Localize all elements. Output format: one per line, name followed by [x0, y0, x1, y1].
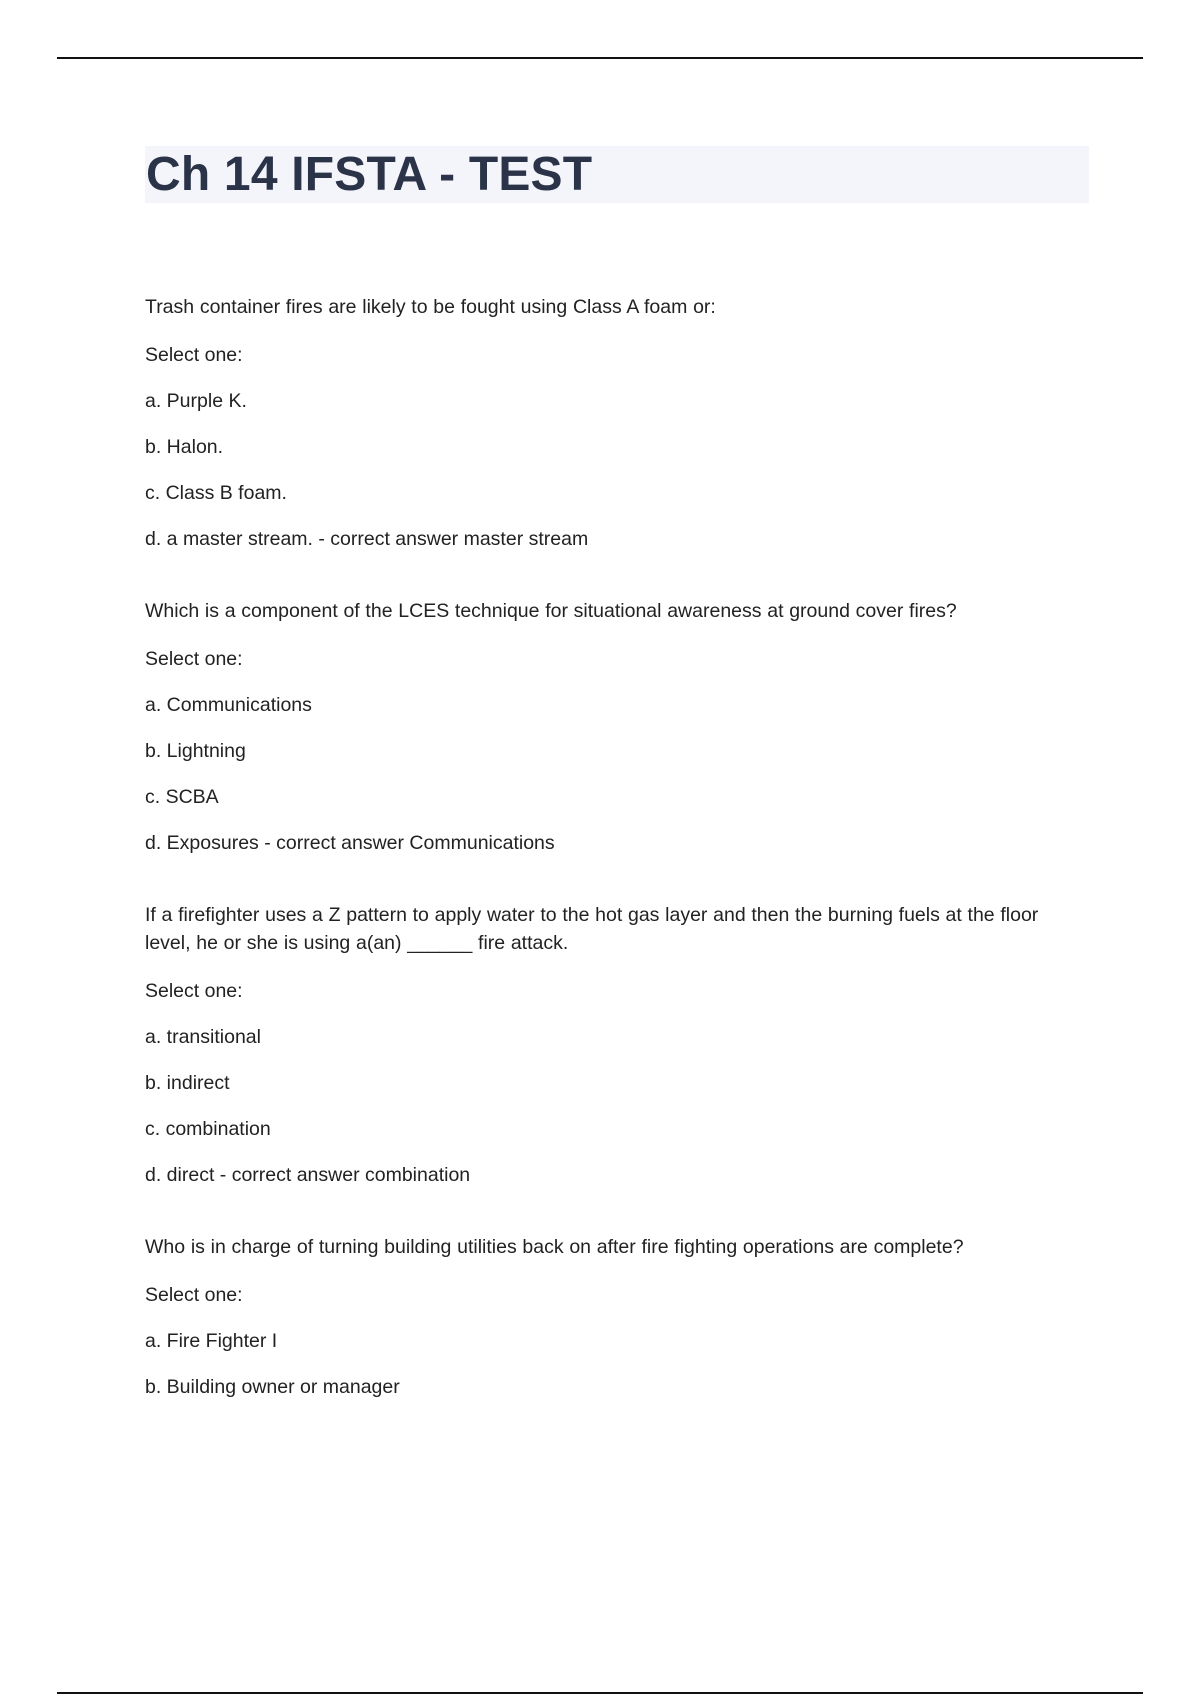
answer-option-b: b. Building owner or manager — [145, 1376, 400, 1398]
question-list — [145, 293, 1089, 1401]
question-stem: Who is in charge of turning building utilities back on after fire fighting operations are complete? — [145, 1236, 964, 1258]
question-stem: Which is a component of the LCES technique for situational awareness at ground cover fires? — [145, 600, 957, 622]
page-title: Ch 14 IFSTA - TEST — [146, 148, 593, 201]
answer-option-d: d. a master stream. - correct answer master stream — [145, 528, 589, 550]
question-3 — [145, 901, 1089, 1189]
header-rule — [57, 57, 1143, 59]
question-4 — [145, 1233, 1089, 1401]
answer-option-b: b. Halon. — [145, 436, 224, 458]
footer-rule — [57, 1692, 1143, 1694]
title-band — [145, 146, 1089, 203]
select-one-prompt: Select one: — [145, 980, 243, 1002]
answer-option-d: d. direct - correct answer combination — [145, 1164, 471, 1186]
answer-option-d: d. Exposures - correct answer Communications — [145, 832, 555, 854]
answer-option-a: a. Purple K. — [145, 390, 247, 412]
answer-option-c: c. SCBA — [145, 786, 219, 808]
answer-option-a: a. Communications — [145, 694, 312, 716]
answer-option-c: c. Class B foam. — [145, 482, 287, 504]
answer-option-a: a. Fire Fighter I — [145, 1330, 278, 1352]
answer-option-b: b. indirect — [145, 1072, 230, 1094]
select-one-prompt: Select one: — [145, 1284, 243, 1306]
answer-option-c: c. combination — [145, 1118, 271, 1140]
answer-option-b: b. Lightning — [145, 740, 246, 762]
select-one-prompt: Select one: — [145, 648, 243, 670]
question-1 — [145, 293, 1089, 553]
question-stem: Trash container fires are likely to be fought using Class A foam or: — [145, 296, 716, 318]
question-2 — [145, 597, 1089, 857]
question-stem: If a firefighter uses a Z pattern to apply water to the hot gas layer and then the burning fuels at the floor level, he or she is using a(an) ______ fire attack. — [145, 904, 1039, 954]
answer-option-a: a. transitional — [145, 1026, 261, 1048]
select-one-prompt: Select one: — [145, 344, 243, 366]
